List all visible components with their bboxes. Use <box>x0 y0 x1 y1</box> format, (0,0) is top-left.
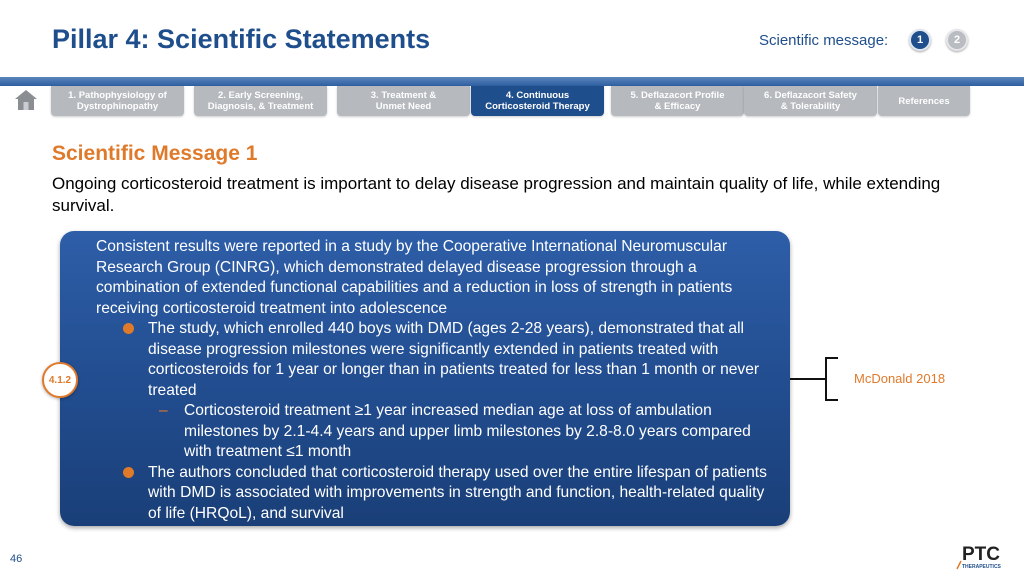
tab-label-line1: 4. Continuous <box>505 90 570 101</box>
tab-early-screening[interactable] <box>194 86 327 116</box>
tab-references[interactable] <box>878 86 970 116</box>
tab-label-line1: 5. Deflazacort Profile <box>630 90 725 101</box>
tab-label-line1: 3. Treatment & <box>370 90 437 101</box>
statement-text <box>96 237 776 524</box>
header-band <box>0 77 1024 86</box>
tab-label-line2: Dystrophinopathy <box>76 101 159 112</box>
bullet-item <box>96 463 776 525</box>
tab-label-line2: Corticosteroid Therapy <box>485 101 590 112</box>
tab-continuous-corticosteroid[interactable] <box>471 86 604 116</box>
message-heading: Scientific Message 1 <box>52 142 258 165</box>
tab-label-line2: & Tolerability <box>780 101 841 112</box>
reference-citation[interactable]: McDonald 2018 <box>854 371 946 386</box>
tab-label-line1: 1. Pathophysiology of <box>68 90 167 101</box>
tab-label: References <box>898 95 950 107</box>
svg-text:PTC: PTC <box>962 544 1000 565</box>
bullet-item <box>96 319 776 401</box>
sub-bullet-text: Corticosteroid treatment ≥1 year increased median age at loss of ambulation milestones by 2.1-4.4 years and upper limb milestones by 2.8-8.0 years compared with treatment ≤1 month <box>184 402 751 460</box>
page-title: Pillar 4: Scientific Statements <box>52 24 431 54</box>
tab-label-line1: 6. Deflazacort Safety <box>764 90 857 101</box>
page-number: 46 <box>10 553 23 565</box>
ptc-logo <box>955 540 1015 570</box>
bullet-text: The authors concluded that corticosteroid therapy used over the entire lifespan of patients with DMD is associated with improvements in strength and function, health-related quality of life (HRQoL), and survival <box>148 463 767 522</box>
tab-label-line2: & Efficacy <box>654 101 701 112</box>
bullet-text: The study, which enrolled 440 boys with DMD (ages 2-28 years), demonstrated that all disease progression milestones were significantly extended in patients treated with corticosteroids for 1 year or longer than in patients treated for less than 1 month or never treated <box>148 320 760 399</box>
tab-label-line2: Diagnosis, & Treatment <box>207 101 314 112</box>
tab-label-line1: 2. Early Screening, <box>217 90 303 101</box>
sub-bullet-item <box>96 401 776 463</box>
statement-intro: Consistent results were reported in a study by the Cooperative International Neuromuscular Research Group (CINRG), which demonstrated delayed disease progression through a combination of extended functional capabilities and a reduction in loss of strength in patients receiving corticosteroid treatment into adolescence <box>96 238 733 317</box>
scientific-message-label: Scientific message: <box>759 32 889 49</box>
tab-pathophysiology[interactable] <box>51 86 184 116</box>
tab-deflazacort-profile[interactable] <box>611 86 744 116</box>
dash-icon: – <box>159 402 168 419</box>
tab-treatment-unmet-need[interactable] <box>337 86 470 116</box>
reference-bracket-icon <box>790 356 842 402</box>
message-2-button[interactable]: 2 <box>946 29 968 51</box>
message-1-button[interactable]: 1 <box>909 29 931 51</box>
tab-deflazacort-safety[interactable] <box>744 86 877 116</box>
message-body: Ongoing corticosteroid treatment is important to delay disease progression and maintain quality of life, while extending survival. <box>52 174 941 215</box>
tab-label-line2: Unmet Need <box>375 101 432 112</box>
svg-text:THERAPEUTICS: THERAPEUTICS <box>962 564 1001 570</box>
statement-badge[interactable]: 4.1.2 <box>42 362 78 398</box>
home-icon[interactable] <box>14 89 38 111</box>
